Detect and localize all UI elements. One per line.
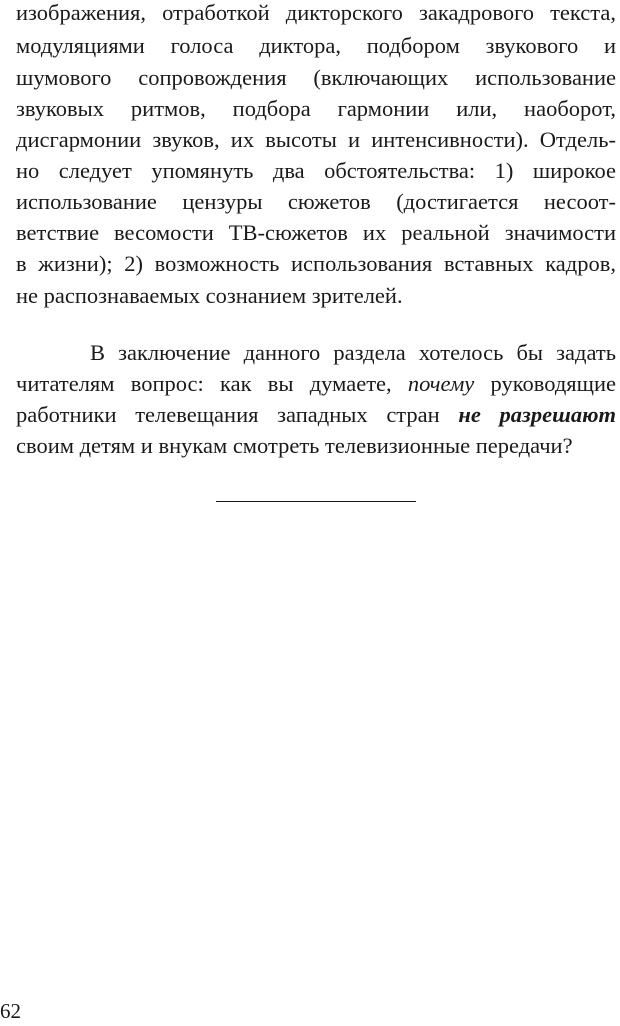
text-line: шумового сопровождения (включающих использование [16, 65, 616, 90]
text-run: руководящие [474, 371, 617, 396]
text-line: звуковых ритмов, подбора гармонии или, наоборот, [16, 96, 616, 121]
text-run: читателям вопрос: как вы думаете, [16, 371, 408, 396]
text-line [16, 400, 616, 430]
page-number: 62 [0, 999, 21, 1023]
text-line: В заключение данного раздела хотелось бы задать [90, 340, 616, 365]
italic-emphasis: почему [407, 371, 475, 396]
text-line: в жизни); 2) возможность использования вставных кадров, [16, 251, 616, 276]
text-line: ветствие весомости ТВ-сюжетов их реальной значимости [16, 220, 616, 245]
text-run: работники телевещания западных стран [16, 402, 459, 427]
section-divider [216, 501, 416, 502]
text-line: изображения, отработкой дикторского закадрового текста, [16, 0, 616, 25]
bold-italic-emphasis: не разрешают [458, 402, 616, 427]
text-line: использование цензуры сюжетов (достигается несоот- [16, 189, 616, 214]
text-line: дисгармонии звуков, их высоты и интенсивности). Отдель- [16, 127, 616, 152]
text-line: не распознаваемых сознанием зрителей. [16, 283, 403, 308]
text-line: модуляциями голоса диктора, подбором звукового и [16, 33, 616, 58]
text-line: но следует упомянуть два обстоятельства: 1) широкое [16, 158, 616, 183]
text-line: своим детям и внукам смотреть телевизионные передачи? [16, 433, 573, 458]
text-line [16, 369, 616, 399]
